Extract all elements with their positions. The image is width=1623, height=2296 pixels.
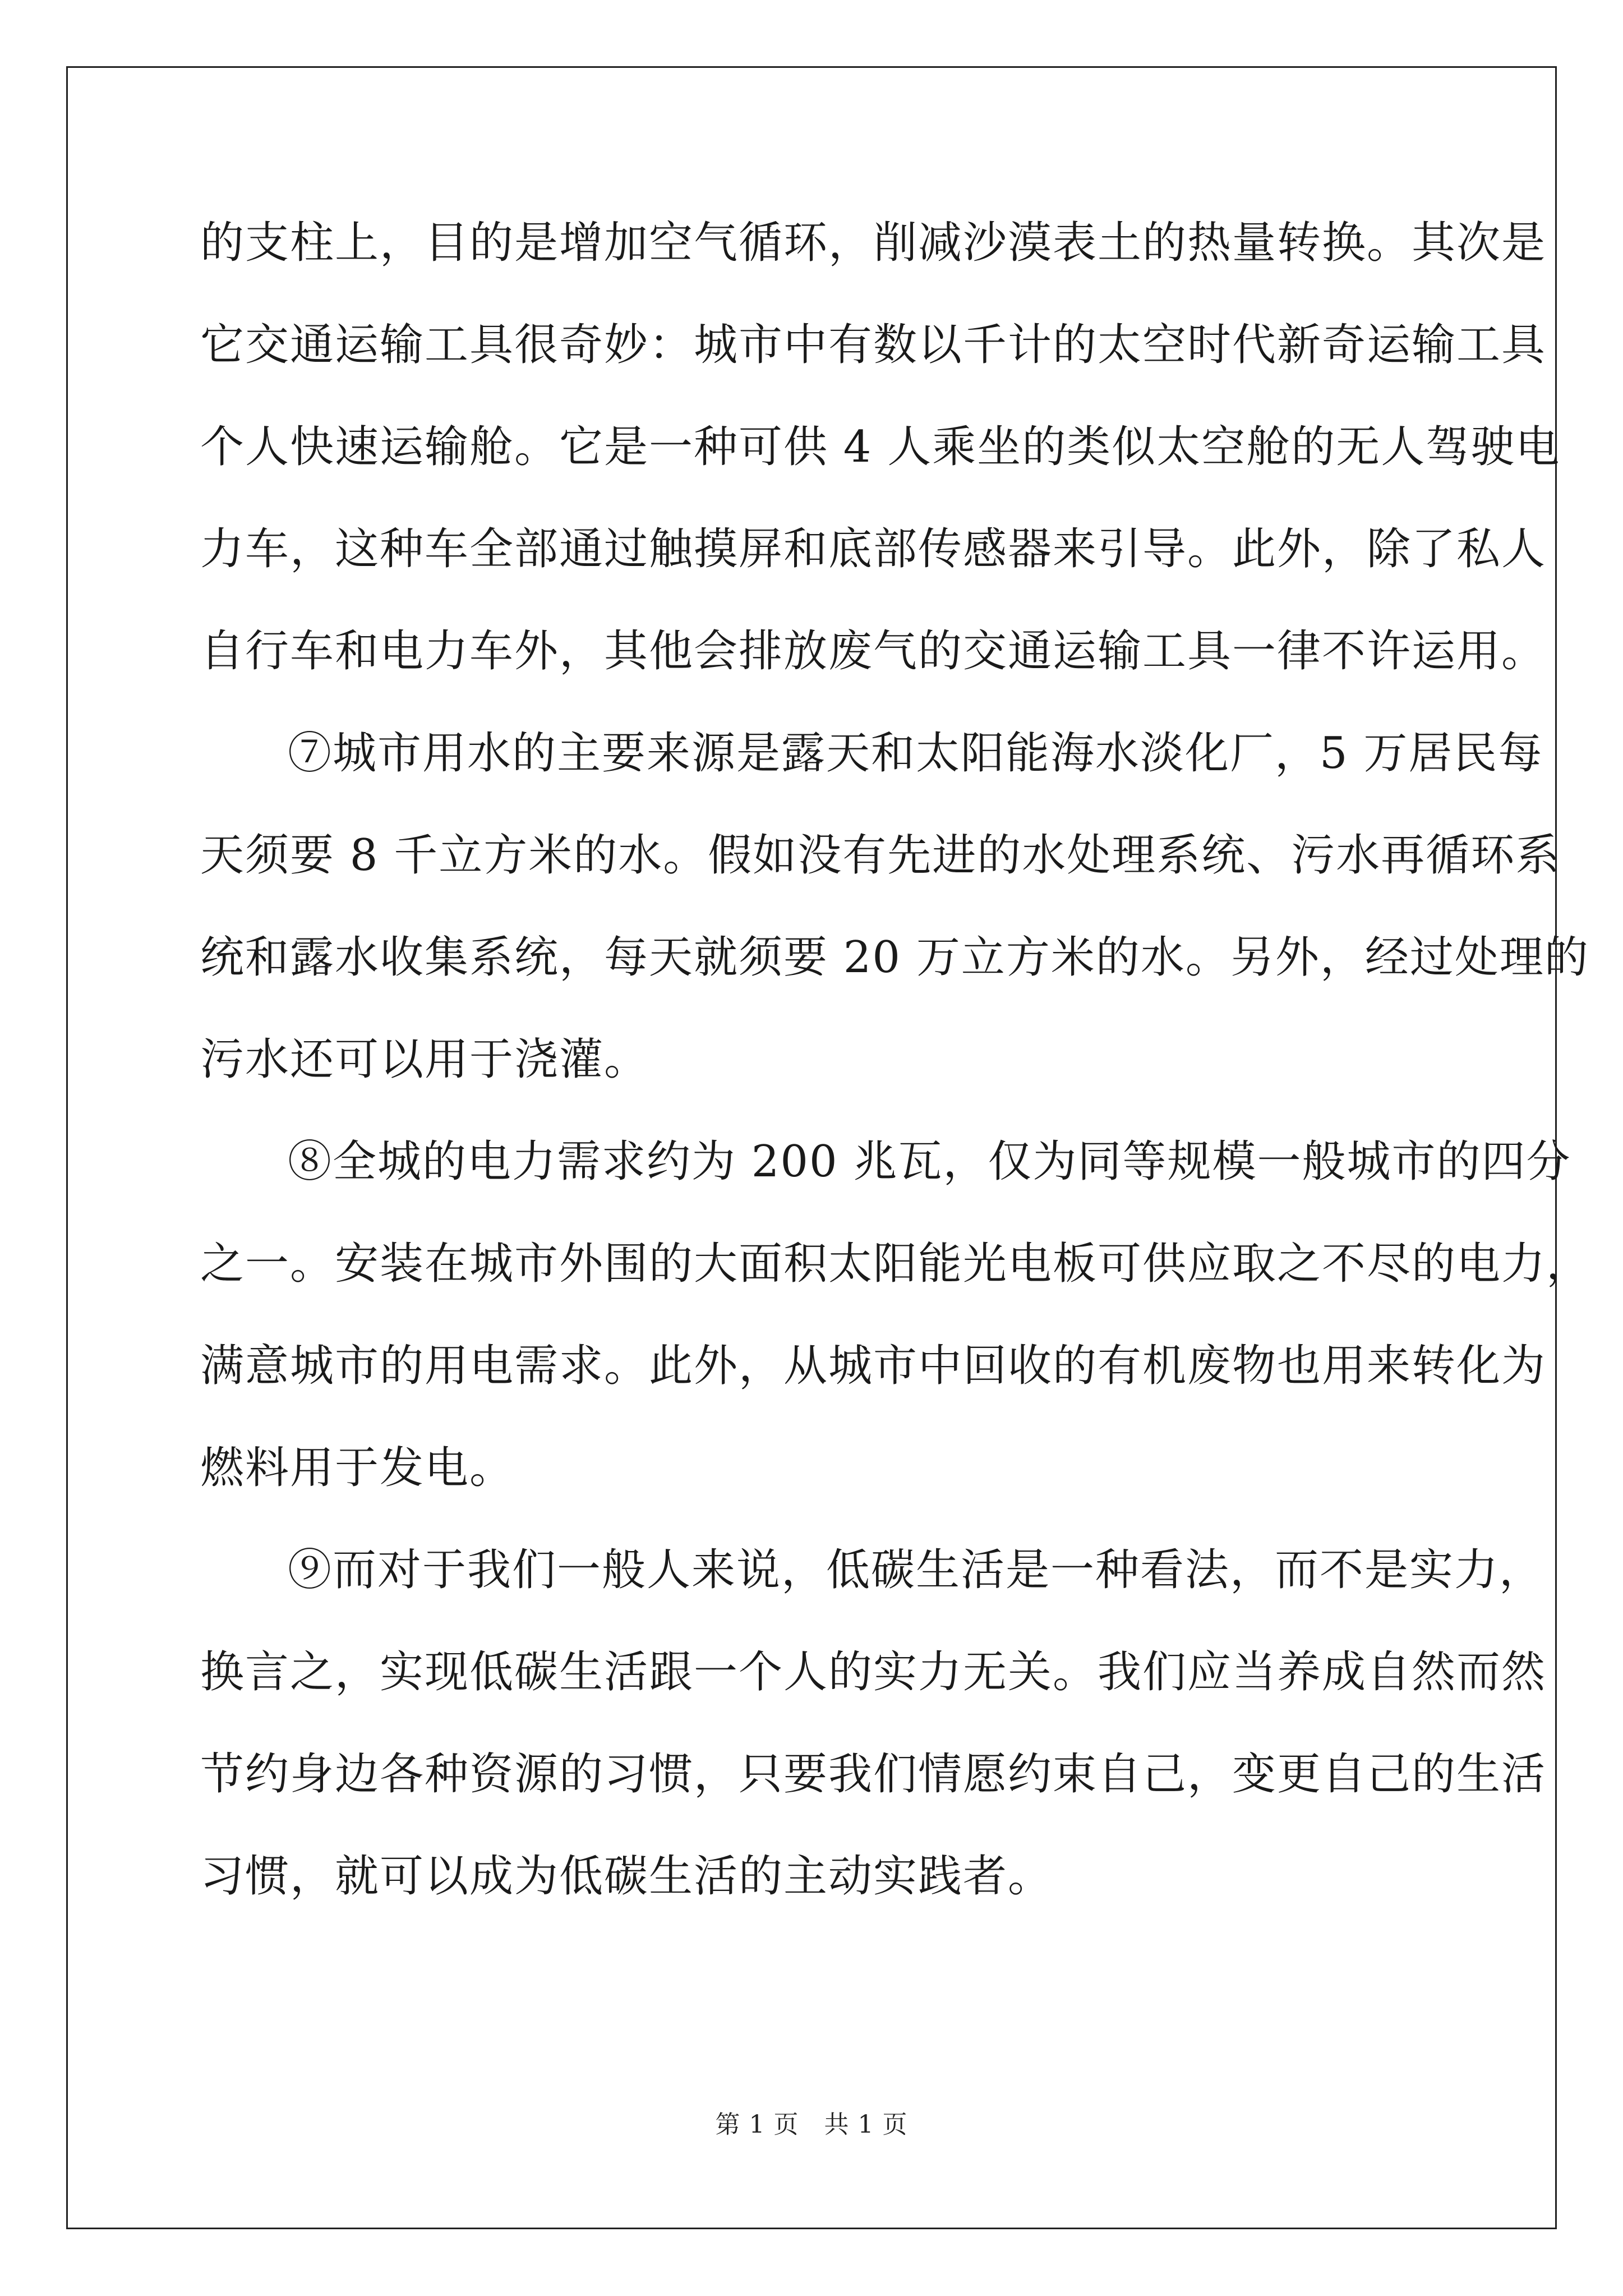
text-line: 节约身边各种资源的习惯，只要我们情愿约束自己，变更自己的生活 bbox=[200, 1749, 1547, 1800]
text-line: 天须要 8 千立方米的水。假如没有先进的水处理系统、污水再循环系 bbox=[200, 830, 1561, 881]
paragraph-8-start: ⑧全城的电力需求约为 200 兆瓦，仅为同等规模一般城市的四分 bbox=[288, 1137, 1571, 1187]
paragraph-9-start: ⑨而对于我们一般人来说，低碳生活是一种看法，而不是实力， bbox=[288, 1545, 1544, 1595]
text-line: 燃料用于发电。 bbox=[200, 1443, 515, 1493]
text-line: 的支柱上，目的是增加空气循环，削减沙漠表土的热量转换。其次是 bbox=[200, 218, 1547, 268]
paragraph-7-start: ⑦城市用水的主要来源是露天和太阳能海水淡化厂，5 万居民每 bbox=[288, 728, 1543, 779]
text-line: 习惯，就可以成为低碳生活的主动实践者。 bbox=[200, 1851, 1053, 1902]
text-line: 之一。安装在城市外围的大面积太阳能光电板可供应取之不尽的电力， bbox=[200, 1239, 1592, 1289]
page-number: 第 1 页 共 1 页 bbox=[715, 2110, 908, 2139]
text-line: 个人快速运输舱。它是一种可供 4 人乘坐的类似太空舱的无人驾驶电 bbox=[200, 422, 1561, 472]
text-line: 污水还可以用于浇灌。 bbox=[200, 1034, 649, 1085]
text-line: 力车，这种车全部通过触摸屏和底部传感器来引导。此外，除了私人 bbox=[200, 524, 1547, 574]
text-line: 它交通运输工具很奇妙：城市中有数以千计的太空时代新奇运输工具 bbox=[200, 320, 1547, 370]
text-line: 统和露水收集系统，每天就须要 20 万立方米的水。另外，经过处理的 bbox=[200, 932, 1589, 983]
text-line: 换言之，实现低碳生活跟一个人的实力无关。我们应当养成自然而然 bbox=[200, 1647, 1547, 1697]
text-line: 满意城市的用电需求。此外，从城市中回收的有机废物也用来转化为 bbox=[200, 1341, 1547, 1391]
text-line: 自行车和电力车外，其他会排放废气的交通运输工具一律不许运用。 bbox=[200, 626, 1547, 677]
